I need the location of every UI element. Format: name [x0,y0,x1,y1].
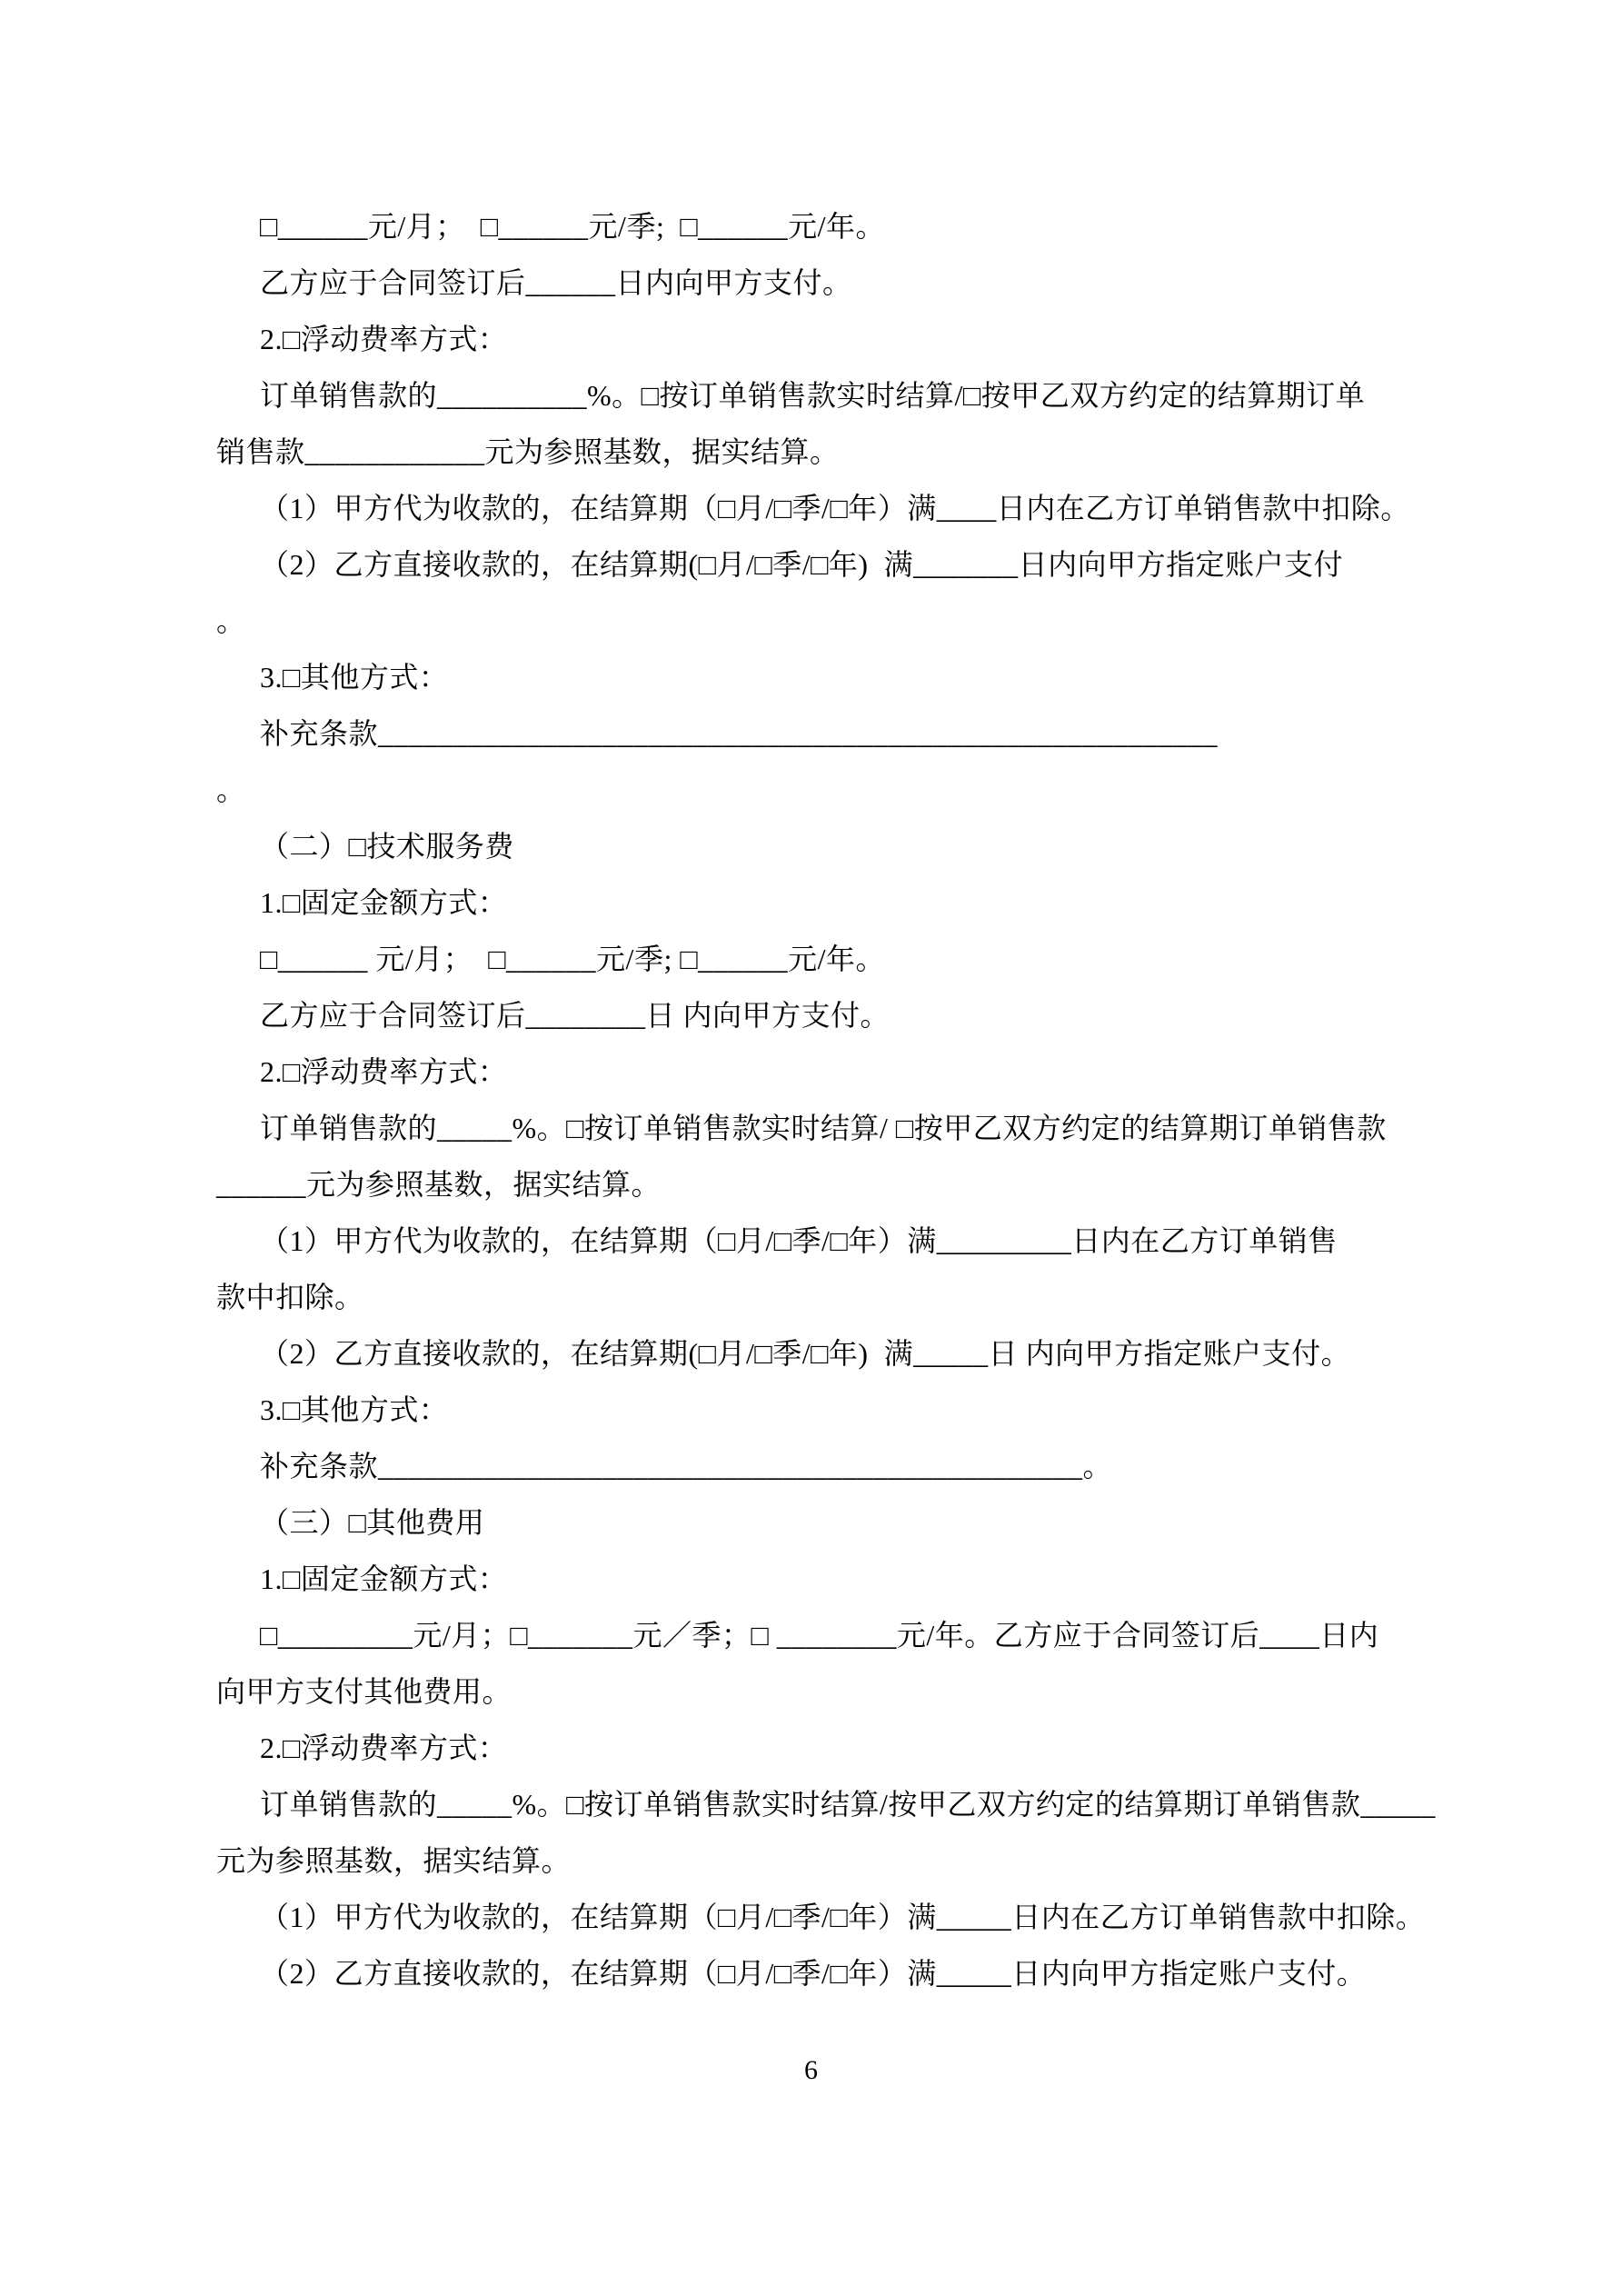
item-1-continuation: 款中扣除。 [216,1281,364,1313]
sentence-end: 。 [216,604,246,637]
supplementary-terms-blank: 补充条款_______________________________________________。 [260,1450,1113,1482]
clause-2-floating-rate: 2.□浮动费率方式： [260,1732,508,1764]
item-2-party-b-collect: （2）乙方直接收款的，在结算期(□月/□季/□年) 满_______日内向甲方指定账户支付 [260,548,1344,581]
floating-rate-detail: 订单销售款的__________%。□按订单销售款实时结算/□按甲乙双方约定的结算期订单 [260,379,1366,412]
clause-3-other-method: 3.□其他方式： [260,1393,449,1426]
payment-deadline-cont: 向甲方支付其他费用。 [216,1675,512,1708]
document-body [216,198,1436,2002]
item-1-party-a-collect: （1）甲方代为收款的，在结算期（□月/□季/□年）满_________日内在乙方订单销售 [260,1224,1338,1257]
payment-deadline-clause: 乙方应于合同签订后________日 内向甲方支付。 [260,999,891,1032]
floating-rate-detail-cont: ______元为参照基数，据实结算。 [216,1168,662,1201]
section-2-tech-service-fee: （二）□技术服务费 [260,830,514,863]
floating-rate-detail: 订单销售款的_____%。□按订单销售款实时结算/ □按甲乙双方约定的结算期订单销售款 [260,1112,1387,1144]
section-3-other-fees: （三）□其他费用 [260,1506,485,1539]
sentence-end: 。 [216,774,246,806]
clause-2-floating-rate: 2.□浮动费率方式： [260,1055,508,1088]
floating-rate-detail-cont: 元为参照基数，据实结算。 [216,1844,572,1877]
floating-rate-detail: 订单销售款的_____%。□按订单销售款实时结算/按甲乙双方约定的结算期订单销售款_____ [260,1788,1436,1821]
clause-1-fixed-amount: 1.□固定金额方式： [260,1562,508,1595]
clause-1-fixed-amount: 1.□固定金额方式： [260,886,508,919]
clause-3-other-method: 3.□其他方式： [260,661,449,694]
fee-fixed-amount-options: □______ 元/月； □______元/季; □______元/年。 [260,943,886,975]
fee-fixed-amount-options: □______元/月； □______元/季; □______元/年。 [260,210,886,243]
fee-fixed-amount-options: □_________元/月；□_______元／季；□ ________元/年。乙方应于合同签订后____日内 [260,1619,1379,1652]
item-2-party-b-collect: （2）乙方直接收款的，在结算期(□月/□季/□年) 满_____日 内向甲方指定账户支付。 [260,1337,1351,1370]
payment-deadline-clause: 乙方应于合同签订后______日内向甲方支付。 [260,266,852,299]
supplementary-terms-blank: 补充条款________________________________________________________ [260,717,1219,750]
item-1-party-a-collect: （1）甲方代为收款的，在结算期（□月/□季/□年）满_____日内在乙方订单销售款中扣除。 [260,1901,1426,1933]
page-number: 6 [804,2055,818,2085]
item-1-party-a-collect: （1）甲方代为收款的，在结算期（□月/□季/□年）满____日内在乙方订单销售款中扣除。 [260,492,1410,524]
floating-rate-detail-cont: 销售款____________元为参照基数，据实结算。 [216,435,840,468]
item-2-party-b-collect: （2）乙方直接收款的，在结算期（□月/□季/□年）满_____日内向甲方指定账户支付。 [260,1957,1367,1990]
clause-2-floating-rate: 2.□浮动费率方式： [260,323,508,355]
